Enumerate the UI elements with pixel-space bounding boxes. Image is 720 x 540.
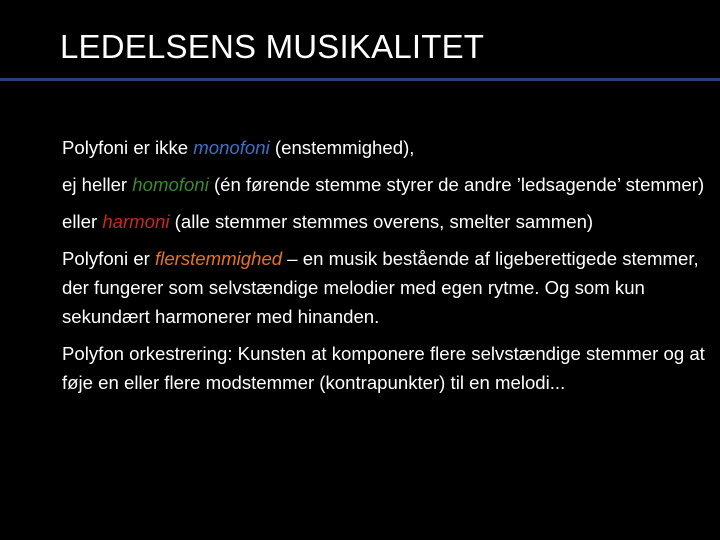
- slide-body: [62, 133, 714, 405]
- title-divider: [0, 78, 720, 81]
- paragraph-text: (enstemmighed),: [269, 137, 415, 158]
- paragraph-text: eller: [62, 211, 103, 232]
- term-monofoni: monofoni: [193, 137, 270, 158]
- paragraph-text: – en musik bestående af ligeberettigede stemmer, der fungerer som selvstændige melodier med egen rytme. Og som kun sekundært harmonerer med hinanden.: [62, 248, 699, 327]
- paragraph-text: ej heller: [62, 174, 133, 195]
- paragraph-text: Polyfoni er: [62, 248, 156, 269]
- term-harmoni: harmoni: [102, 211, 170, 232]
- paragraph-text: (alle stemmer stemmes overens, smelter sammen): [169, 211, 594, 232]
- slide-title: LEDELSENS MUSIKALITET: [60, 28, 485, 65]
- paragraph-text: Polyfoni er ikke: [62, 137, 194, 158]
- title-band: [0, 0, 720, 78]
- paragraph-orkestrering: Polyfon orkestrering: Kunsten at komponere flere selvstændige stemmer og at føje en eller flere modstemmer (kontrapunkter) til en melodi...: [62, 343, 705, 393]
- paragraph-flerstemmighed: [62, 244, 714, 331]
- paragraph-monofoni: [62, 133, 714, 162]
- paragraph-harmoni: [62, 207, 714, 236]
- term-flerstemmighed: flerstemmighed: [155, 248, 283, 269]
- paragraph-homofoni: [62, 170, 714, 199]
- term-homofoni: homofoni: [132, 174, 209, 195]
- paragraph-text: (én førende stemme styrer de andre ’ledsagende’ stemmer): [208, 174, 705, 195]
